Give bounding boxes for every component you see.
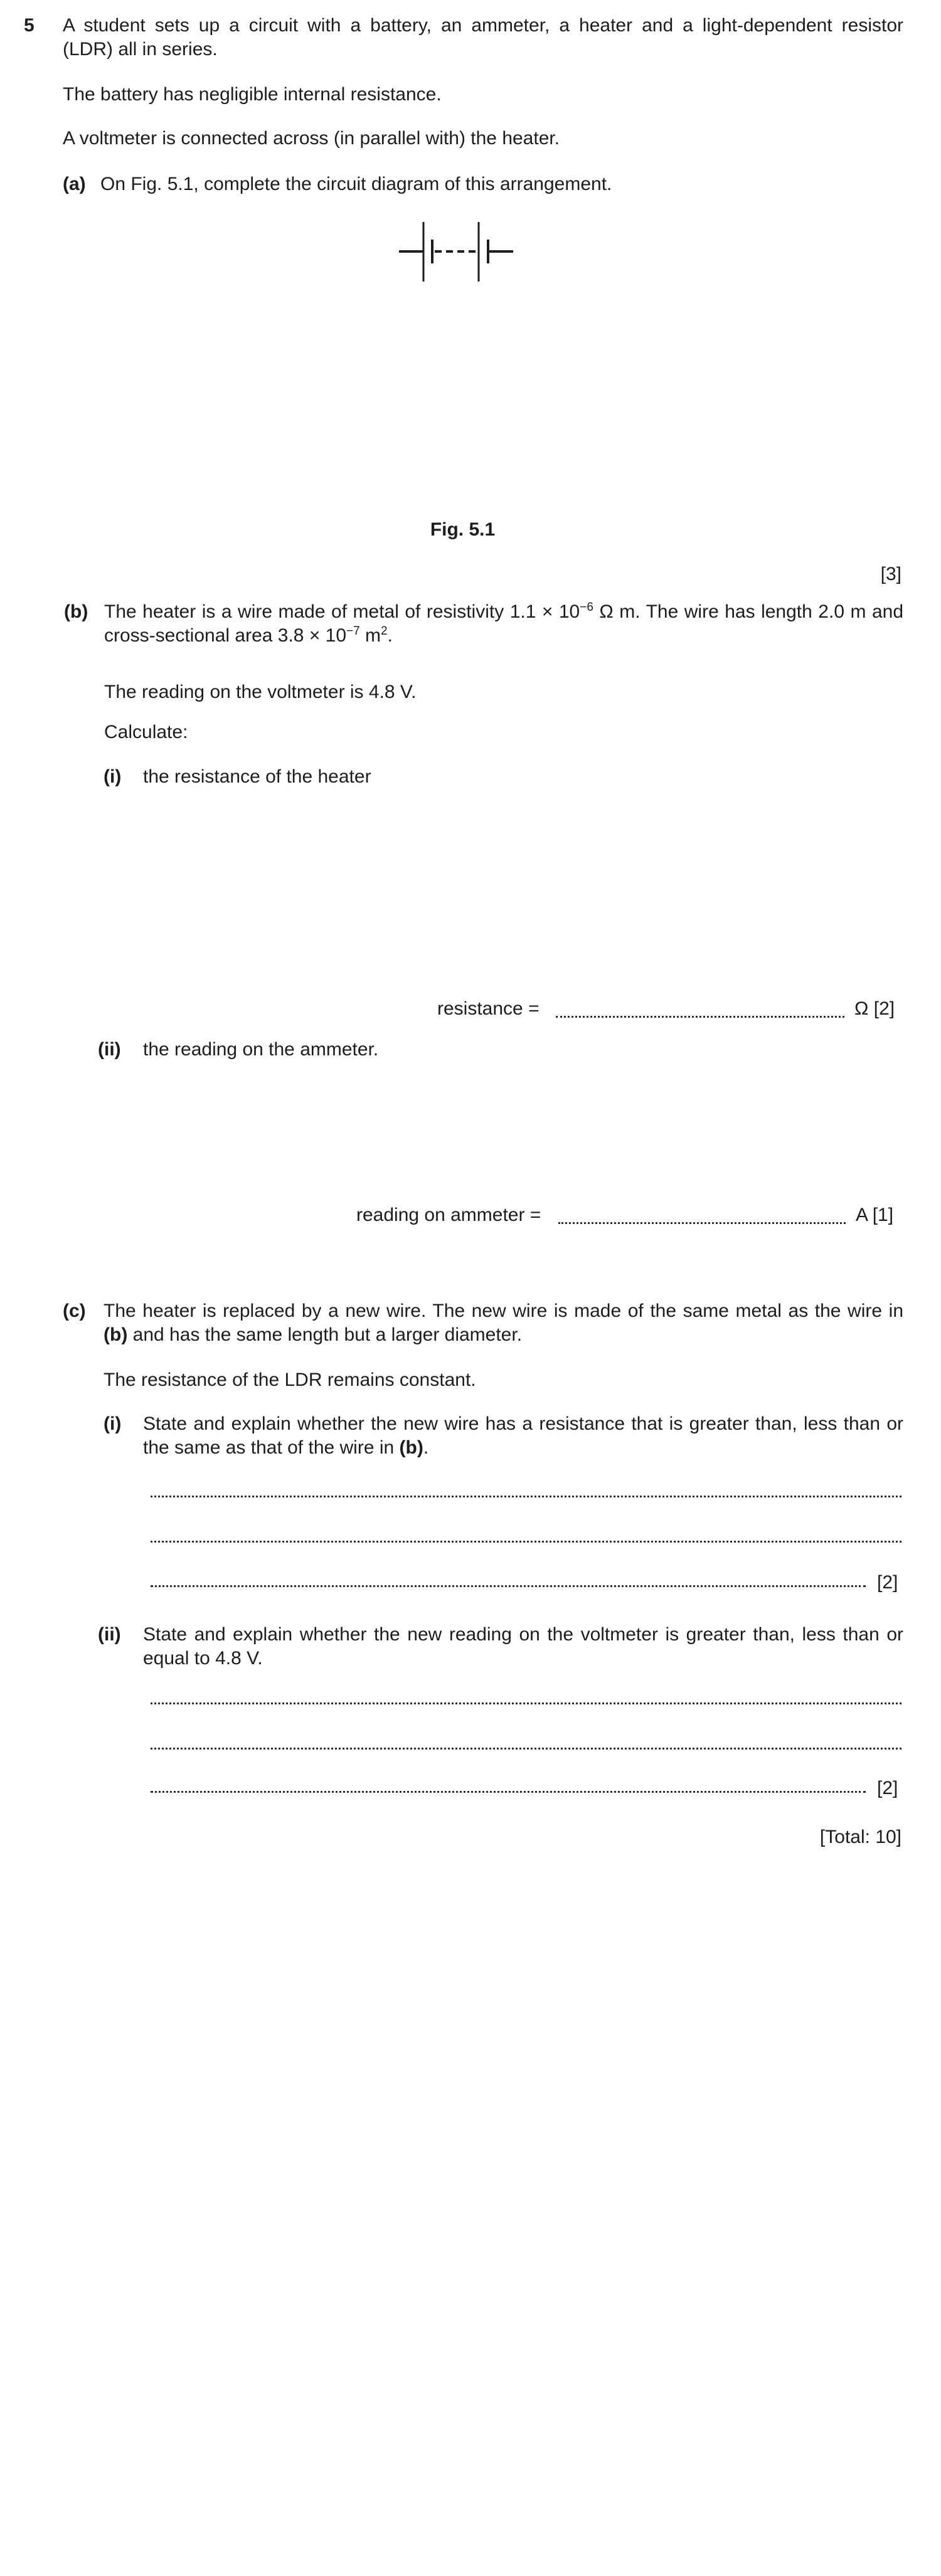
part-c-ii-marks: [2] <box>877 1778 898 1798</box>
part-c-line-2: (b) and has the same length but a larger diameter. <box>104 1324 523 1345</box>
part-b-label: (b) <box>64 601 88 622</box>
part-c-ii-line-2: equal to 4.8 V. <box>143 1648 263 1669</box>
answer-line <box>151 1580 866 1587</box>
part-c-i-label: (i) <box>104 1413 122 1434</box>
question-number: 5 <box>24 15 35 36</box>
total-marks: [Total: 10] <box>819 1827 901 1847</box>
ammeter-answer-blank <box>558 1217 846 1224</box>
part-b-ii-label: (ii) <box>98 1039 121 1060</box>
battery-cell1-long-plate <box>423 222 425 282</box>
battery-right-wire <box>488 250 513 253</box>
part-b-i-text: the resistance of the heater <box>143 766 371 787</box>
battery-cell2-long-plate <box>478 222 480 282</box>
part-b-line-1: The heater is a wire made of metal of resistivity $1.1 \times 10^{-6}$ Ω m. The wire has length 2.0 m and <box>104 601 904 622</box>
answer-line <box>151 1697 901 1704</box>
battery-dashed-link-segment <box>446 250 453 253</box>
answer-line <box>151 1536 901 1543</box>
part-a-marks: [3] <box>880 564 901 584</box>
answer-line <box>151 1743 901 1750</box>
ammeter-answer-label: reading on ammeter = <box>356 1205 541 1225</box>
part-c-ii-line-1: State and explain whether the new reading on the voltmeter is greater than, less than or <box>143 1624 903 1645</box>
calculate-label: Calculate: <box>104 722 188 742</box>
figure-caption: Fig. 5.1 <box>430 519 496 540</box>
figure-5-1-diagram <box>393 216 519 285</box>
ldr-statement: The resistance of the LDR remains constant. <box>104 1370 476 1390</box>
voltmeter-reading-statement: The reading on the voltmeter is 4.8 V. <box>104 682 417 702</box>
part-a-label: (a) <box>63 174 86 194</box>
part-b-i-label: (i) <box>104 766 122 787</box>
battery-dashed-link-segment <box>469 250 476 253</box>
battery-statement: The battery has negligible internal resistance. <box>63 84 442 105</box>
part-c-label: (c) <box>63 1301 86 1321</box>
resistance-answer-blank <box>556 1011 844 1018</box>
ammeter-unit-and-marks: A [1] <box>856 1205 894 1225</box>
part-c-i-marks: [2] <box>877 1572 898 1593</box>
resistance-answer-label: resistance = <box>437 998 540 1019</box>
voltmeter-statement: A voltmeter is connected across (in parallel with) the heater. <box>63 128 560 149</box>
intro-line-1: A student sets up a circuit with a battery, an ammeter, a heater and a light-dependent resistor <box>63 15 903 36</box>
part-b-ii-text: the reading on the ammeter. <box>143 1039 379 1060</box>
battery-dashed-link-segment <box>435 250 442 253</box>
answer-line <box>151 1786 866 1793</box>
battery-left-wire <box>399 250 424 253</box>
part-b-line-2: cross-sectional area $3.8 \times 10^{-7}$ $m^2$. <box>104 625 393 646</box>
battery-cell1-short-plate <box>431 240 433 263</box>
part-c-i-line-1: State and explain whether the new wire has a resistance that is greater than, less than or <box>143 1413 903 1434</box>
resistance-unit-and-marks: Ω [2] <box>854 998 895 1019</box>
part-c-line-1: The heater is replaced by a new wire. The new wire is made of the same metal as the wire in <box>104 1301 903 1321</box>
part-c-ii-label: (ii) <box>98 1624 121 1645</box>
intro-line-2: (LDR) all in series. <box>63 39 218 60</box>
part-c-i-line-2: the same as that of the wire in (b). <box>143 1437 429 1458</box>
battery-dashed-link-segment <box>457 250 464 253</box>
battery-symbol <box>393 216 519 285</box>
part-a-text: On Fig. 5.1, complete the circuit diagram of this arrangement. <box>100 174 612 194</box>
answer-line <box>151 1491 901 1497</box>
